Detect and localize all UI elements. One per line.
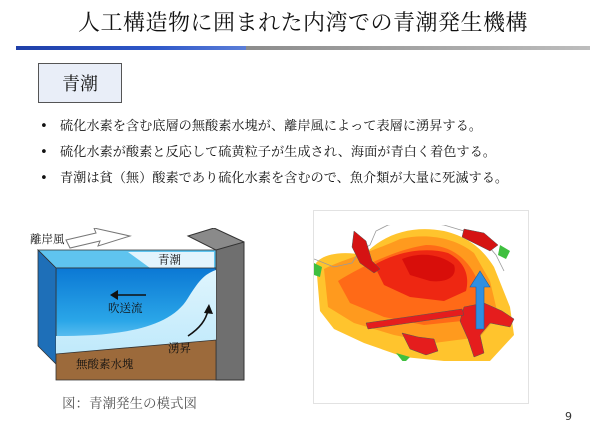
bullet-item [40,114,600,140]
page-number: 9 [565,410,572,423]
bullet-list [40,114,600,192]
anoxic-water-label: 無酸素水塊 [76,357,134,371]
section-label [38,63,122,103]
diagram-caption: 図：青潮発生の模式図 [62,396,197,412]
bullet-text: 硫化水素を含む底層の無酸素水塊が、離岸風によって表層に湧昇する。 [60,119,482,134]
title-rule-accent [16,46,246,50]
return-flow-label: 吹送流 [108,301,143,315]
section-label-text: 青潮 [62,74,98,95]
upwelling-label: 湧昇 [168,341,191,355]
bullet-text: 硫化水素が酸素と反応して硫黄粒子が生成され、海面が青白く着色する。 [60,145,496,160]
blue-tide-label: 青潮 [158,252,181,267]
bay-simulation-map [313,210,529,404]
wind-label: 離岸風 [30,232,65,247]
bullet-item [40,140,600,166]
sea-side-face [38,250,56,364]
bullet-text: 青潮は貧（無）酸素であり硫化水素を含むので、魚介類が大量に死滅する。 [60,171,509,186]
title-rule-gray [246,46,590,50]
bullet-marker: • [40,119,48,134]
breakwater-wall-face [216,242,244,380]
blue-tide-mechanism-diagram [28,228,256,386]
wind-arrow-icon [66,228,130,248]
bullet-item [40,166,600,192]
slide-title: 人工構造物に囲まれた内湾での青潮発生機構 [77,11,528,36]
bullet-marker: • [40,145,48,160]
bullet-marker: • [40,171,48,186]
